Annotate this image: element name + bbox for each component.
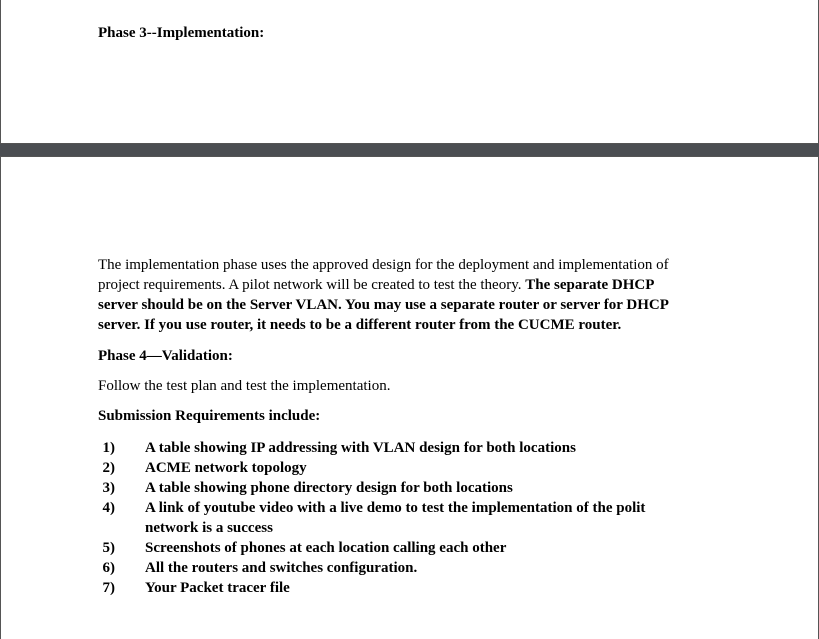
implementation-line-3: server should be on the Server VLAN. You may use a separate router or server for DHCP — [98, 297, 669, 313]
list-item — [98, 458, 645, 478]
list-item-text: Your Packet tracer file — [145, 580, 290, 596]
list-item-text: A link of youtube video with a live demo to test the implementation of the polit — [145, 500, 646, 516]
phase3-heading: Phase 3--Implementation: — [98, 25, 265, 41]
page-separator — [0, 144, 819, 156]
list-item-text: Screenshots of phones at each location calling each other — [145, 540, 507, 556]
phase4-body: Follow the test plan and test the implementation. — [98, 378, 391, 394]
implementation-line-2-normal: project requirements. A pilot network will be created to test the theory. — [98, 277, 526, 293]
implementation-line-2-bold: The separate DHCP — [525, 277, 655, 293]
list-item — [98, 498, 645, 538]
list-item-text-continued: network is a success — [145, 520, 273, 536]
submission-requirements-list — [98, 438, 645, 598]
list-number: 6) — [102, 560, 115, 576]
implementation-line-2 — [98, 275, 654, 295]
list-number: 2) — [102, 460, 115, 476]
list-number: 1) — [102, 440, 115, 456]
list-item — [98, 558, 645, 578]
list-item — [98, 478, 645, 498]
list-item-text: ACME network topology — [145, 460, 307, 476]
list-number: 4) — [102, 500, 115, 516]
implementation-line-4: server. If you use router, it needs to be a different router from the CUCME router. — [98, 317, 622, 333]
document-page-1 — [0, 0, 819, 144]
list-item-text: A table showing phone directory design for both locations — [145, 480, 513, 496]
list-number: 7) — [102, 580, 115, 596]
list-item — [98, 438, 645, 458]
list-item — [98, 578, 645, 598]
phase4-heading: Phase 4—Validation: — [98, 348, 233, 364]
submission-heading: Submission Requirements include: — [98, 408, 321, 424]
list-item — [98, 538, 645, 558]
list-item-text: All the routers and switches configuration. — [145, 560, 418, 576]
list-number: 5) — [102, 540, 115, 556]
implementation-line-1: The implementation phase uses the approved design for the deployment and implementation of — [98, 257, 669, 273]
list-item-text: A table showing IP addressing with VLAN design for both locations — [145, 440, 576, 456]
list-number: 3) — [102, 480, 115, 496]
